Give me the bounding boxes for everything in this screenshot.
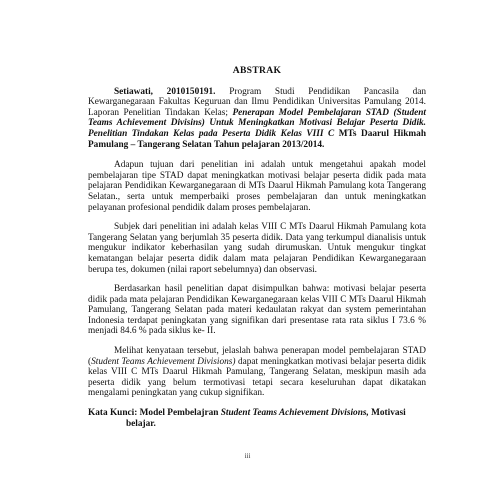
conclusion-italic: Student Teams Achievement Divisions) <box>91 356 236 367</box>
keywords-italic: Student Teams Achievement Divisions, <box>220 408 369 419</box>
author-line: Setiawati, 2010150191. <box>114 86 216 97</box>
keywords-post: Motivasi belajar. <box>126 408 406 429</box>
conclusion-pre: Melihat kenyataan tersebut, jelaslah bahwa penerapan model pembelajaran STAD ( <box>88 346 426 367</box>
page-number: iii <box>244 452 251 460</box>
thesis-title: Penerapan Model Pembelajaran STAD (Student Teams Achievement Divisins) Untuk Meningkatkan Motivasi Belajar Peserta Didik. Penelitian Tindakan Kelas pada Peserta Didik Kelas VIII C <box>88 107 427 139</box>
keywords-label: Kata Kunci: Model Pembelajran <box>88 408 221 419</box>
keywords-line <box>88 408 426 429</box>
abstract-intro-paragraph <box>88 87 426 151</box>
abstract-page <box>88 66 426 429</box>
thesis-title-tail: MTs Daarul Hikmah Pamulang – Tangerang Selatan Tahun pelajaran 2013/2014. <box>88 128 426 150</box>
abstract-paragraph-conclusion <box>88 346 426 399</box>
abstract-title: ABSTRAK <box>232 65 282 76</box>
abstract-paragraph-purpose: Adapun tujuan dari penelitian ini adalah untuk mengetahui apakah model pembelajaran tipe STAD dapat meningkatkan motivasi belajar peserta didik pada mata pelajaran Pendidikan Kewarganegaraan di MTs Daarul Hikmah Pamulang kota Tangerang Selatan., serta untuk memperbaiki proses pembelajaran dan untuk meningkatkan pelayanan profesional pendidik dalam proses pembelajaran. <box>88 160 426 213</box>
abstract-paragraph-results: Berdasarkan hasil penelitian dapat disimpulkan bahwa: motivasi belajar peserta didik pada mata pelajaran Pendidikan Kewarganegaraan kelas VIII C MTs Daarul Hikmah Pamulang, Tangerang Selatan pada materi kedaulatan rakyat dan system pemerintahan Indonesia terdapat peningkatan yang signifikan dari presentase rata rata siklus I 73.6 % menjadi 84.6 % pada siklus ke- II. <box>88 284 426 337</box>
conclusion-post: dapat meningkatkan motivasi belajar peserta didik kelas VIII C MTs Daarul Hikmah Pamulang, Tangerang Selatan, meskipun masih ada peserta didik yang belum termotivasi tetapi secara keseluruhan dapat dikatakan mengalami peningkatan yang cukup signifikan. <box>88 356 426 399</box>
intro-text: Program Studi Pendidikan Pancasila dan Kewarganegaraan Fakultas Keguruan dan Ilmu Pendidikan Universitas Pamulang 2014. Laporan Penelitian Tindakan Kelas; <box>88 86 426 118</box>
abstract-paragraph-subject: Subjek dari penelitian ini adalah kelas VIII C MTs Daarul Hikmah Pamulang kota Tangerang Selatan yang berjumlah 35 peserta didik. Data yang terkumpul dianalisis untuk mengukur indikator keberhasilan yang sudah dirumuskan. Untuk mengukur tingkat kematangan belajar peserta didik dalam mata pelajaran Pendidikan Kewarganegaraan berupa tes, dokumen (nilai raport sebelumnya) dan observasi. <box>88 222 426 275</box>
